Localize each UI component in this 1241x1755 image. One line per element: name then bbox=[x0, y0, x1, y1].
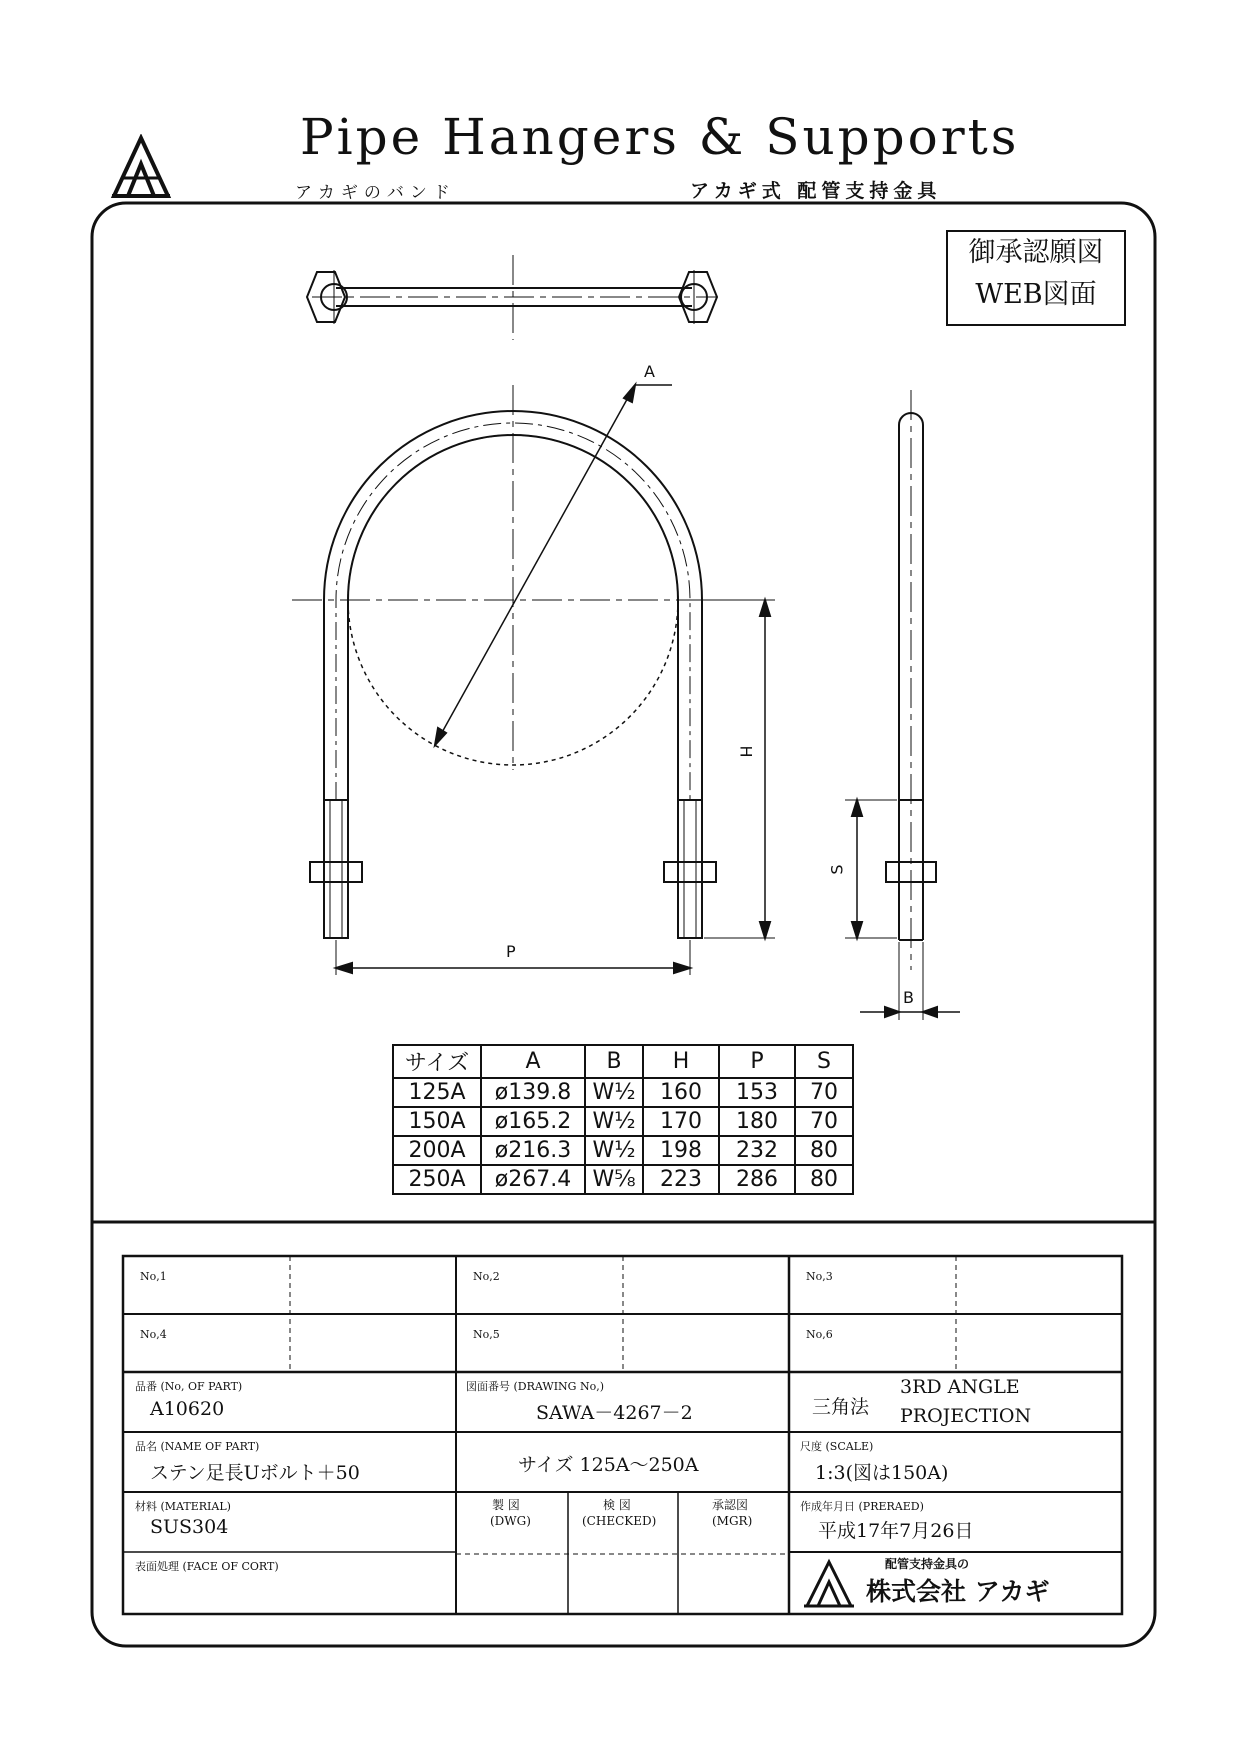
table-header: A bbox=[481, 1045, 585, 1078]
table-row bbox=[393, 1107, 853, 1136]
part-no-value: A10620 bbox=[150, 1398, 225, 1420]
table-header: S bbox=[795, 1045, 853, 1078]
no5-label: No,5 bbox=[473, 1328, 500, 1341]
part-name-label: 品名 (NAME OF PART) bbox=[135, 1440, 260, 1453]
table-row bbox=[393, 1078, 853, 1107]
scale-label: 尺度 (SCALE) bbox=[800, 1440, 874, 1453]
table-cell: W⅝ bbox=[585, 1165, 643, 1194]
page-title: Pipe Hangers & Supports bbox=[300, 108, 1020, 166]
material-label: 材料 (MATERIAL) bbox=[135, 1500, 231, 1513]
table-cell: ø267.4 bbox=[481, 1165, 585, 1194]
table-cell: 160 bbox=[643, 1078, 719, 1107]
table-cell: ø139.8 bbox=[481, 1078, 585, 1107]
table-cell: 80 bbox=[795, 1165, 853, 1194]
dwg-label-en: (DWG) bbox=[490, 1514, 531, 1528]
scale-value: 1:3(図は150A) bbox=[815, 1462, 949, 1484]
table-header: P bbox=[719, 1045, 795, 1078]
subtitle-left: アカギのバンド bbox=[295, 183, 456, 203]
projection-en2: PROJECTION bbox=[900, 1405, 1032, 1427]
part-name-value: ステン足長Uボルト＋50 bbox=[150, 1462, 360, 1484]
front-view bbox=[292, 385, 775, 975]
dim-label-a: A bbox=[644, 362, 655, 381]
table-cell: W½ bbox=[585, 1078, 643, 1107]
table-header: サイズ bbox=[393, 1045, 481, 1078]
top-view bbox=[307, 255, 717, 340]
table-cell: 223 bbox=[643, 1165, 719, 1194]
material-value: SUS304 bbox=[150, 1516, 229, 1538]
company-logo-bottom-icon bbox=[804, 1562, 854, 1606]
no4-label: No,4 bbox=[140, 1328, 167, 1341]
table-row bbox=[393, 1165, 853, 1194]
table-header-row bbox=[393, 1045, 853, 1078]
dwg-label-jp: 製 図 bbox=[492, 1498, 520, 1512]
projection-jp: 三角法 bbox=[812, 1396, 870, 1418]
size-table bbox=[392, 1044, 854, 1195]
table-cell: 232 bbox=[719, 1136, 795, 1165]
approval-line1: 御承認願図 bbox=[968, 237, 1104, 268]
company-tagline: 配管支持金具の bbox=[885, 1557, 970, 1571]
no1-label: No,1 bbox=[140, 1270, 167, 1283]
table-cell: 153 bbox=[719, 1078, 795, 1107]
table-cell: 200A bbox=[393, 1136, 481, 1165]
dim-label-h: H bbox=[736, 745, 756, 758]
table-cell: 150A bbox=[393, 1107, 481, 1136]
date-value: 平成17年7月26日 bbox=[818, 1520, 974, 1542]
projection-en1: 3RD ANGLE bbox=[900, 1376, 1020, 1398]
side-view bbox=[845, 390, 960, 1020]
finish-label: 表面処理 (FACE OF CORT) bbox=[135, 1560, 279, 1573]
dim-label-p: P bbox=[506, 942, 516, 961]
table-cell: W½ bbox=[585, 1136, 643, 1165]
dim-label-s: S bbox=[827, 864, 847, 875]
no2-label: No,2 bbox=[473, 1270, 500, 1283]
table-cell: 80 bbox=[795, 1136, 853, 1165]
table-cell: 70 bbox=[795, 1078, 853, 1107]
mgr-label-en: (MGR) bbox=[712, 1514, 753, 1528]
table-cell: 70 bbox=[795, 1107, 853, 1136]
table-cell: 250A bbox=[393, 1165, 481, 1194]
table-row bbox=[393, 1136, 853, 1165]
checked-label-en: (CHECKED) bbox=[582, 1514, 657, 1528]
size-range-value: サイズ 125A～250A bbox=[518, 1454, 699, 1476]
dim-label-b: B bbox=[903, 988, 914, 1007]
date-label: 作成年月日 (PRERAED) bbox=[800, 1500, 924, 1513]
drawing-no-label: 図面番号 (DRAWING No,) bbox=[466, 1380, 604, 1393]
subtitle-right: アカギ式 配管支持金具 bbox=[690, 180, 942, 202]
part-no-label: 品番 (No, OF PART) bbox=[135, 1380, 243, 1393]
table-header: B bbox=[585, 1045, 643, 1078]
table-cell: 125A bbox=[393, 1078, 481, 1107]
no3-label: No,3 bbox=[806, 1270, 833, 1283]
table-cell: 198 bbox=[643, 1136, 719, 1165]
no6-label: No,6 bbox=[806, 1328, 833, 1341]
table-cell: 180 bbox=[719, 1107, 795, 1136]
table-cell: 286 bbox=[719, 1165, 795, 1194]
table-cell: ø165.2 bbox=[481, 1107, 585, 1136]
approval-line2: WEB図面 bbox=[975, 279, 1097, 310]
table-cell: 170 bbox=[643, 1107, 719, 1136]
table-cell: W½ bbox=[585, 1107, 643, 1136]
mgr-label-jp: 承認図 bbox=[712, 1498, 749, 1512]
table-cell: ø216.3 bbox=[481, 1136, 585, 1165]
drawing-no-value: SAWA－4267－2 bbox=[536, 1402, 693, 1424]
checked-label-jp: 検 図 bbox=[603, 1498, 631, 1512]
company-name: 株式会社 アカギ bbox=[866, 1577, 1050, 1606]
table-header: H bbox=[643, 1045, 719, 1078]
approval-stamp-box bbox=[946, 230, 1126, 326]
